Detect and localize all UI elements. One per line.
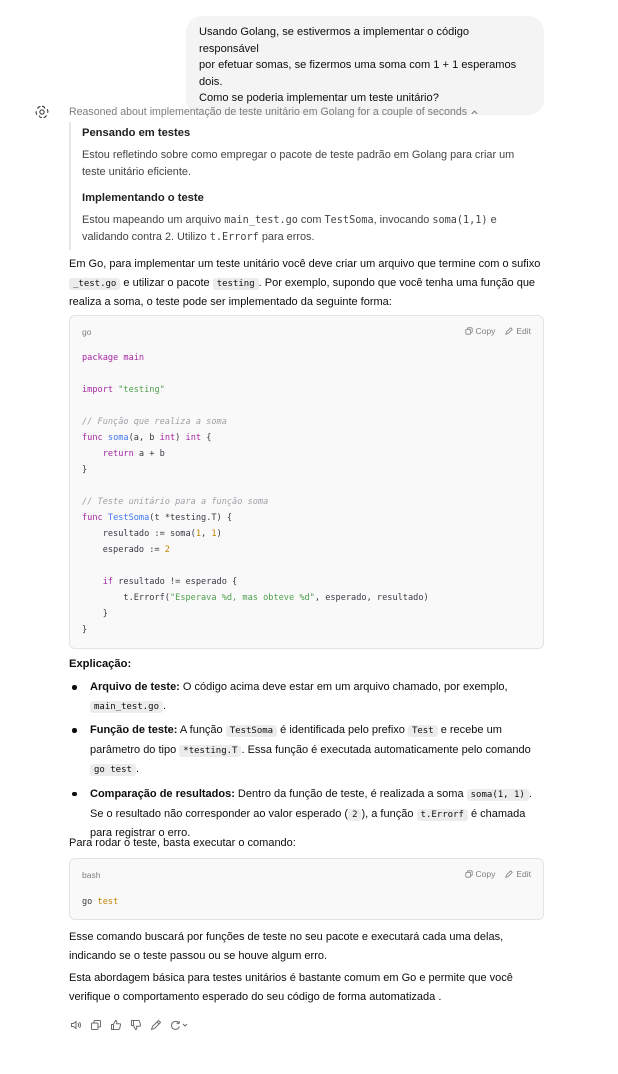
chevron-up-icon xyxy=(470,108,479,117)
edit-code-button[interactable]: Edit xyxy=(505,865,531,883)
inline-code: TestSoma xyxy=(226,725,277,737)
code-content: go test xyxy=(82,897,119,907)
user-message-line: por efetuar somas, se fizermos uma soma com 1 + 1 esperamos dois. xyxy=(199,59,517,88)
code-content: package main import "testing" // Função que realiza a soma func soma(a, b int) int { return a + b } // Teste unitário para a função soma func TestSoma(t *testing.T) { resultado := soma(1, 1) esperado := 2 if resultado != esperado { t.Errorf("Esperava %d, mas obteve %d", esperado, resultado) } } xyxy=(82,353,429,635)
inline-code: Test xyxy=(408,725,438,737)
inline-code: testing xyxy=(213,278,259,290)
code-block-header xyxy=(70,859,543,887)
user-message-bubble xyxy=(186,16,544,115)
list-item: Arquivo de teste: O código acima deve estar em um arquivo chamado, por exemplo, main_test.go . xyxy=(69,678,545,716)
inline-code: t.Errorf xyxy=(417,809,468,821)
regenerate-icon[interactable] xyxy=(169,1018,189,1031)
inline-code: soma(1, 1) xyxy=(467,789,529,801)
speaker-icon[interactable] xyxy=(69,1018,82,1031)
message-actions xyxy=(69,1018,189,1031)
intro-paragraph: Em Go, para implementar um teste unitário você deve criar um arquivo que termine com o sufixo _test.go e utilizar o pacote testing . Por exemplo, supondo que você tenha uma função que realiza a soma, o teste pode ser implementado da seguinte forma: xyxy=(69,258,541,308)
edit-icon xyxy=(505,870,513,878)
closing-paragraph: Esta abordagem básica para testes unitários é bastante comum em Go e permite que você verifique o comportamento esperado do seu código de forma automatizada . xyxy=(69,972,513,1003)
code-language-label: bash xyxy=(82,870,101,880)
inline-code: _test.go xyxy=(69,278,120,290)
explanation-heading: Explicação: xyxy=(69,658,132,670)
reasoning-toggle[interactable] xyxy=(69,104,479,120)
closing-paragraph: Esse comando buscará por funções de teste no seu pacote e executará cada uma delas, indicando se o teste passou ou se houve algum erro. xyxy=(69,931,504,962)
copy-icon xyxy=(465,327,473,335)
code-language-label: go xyxy=(82,327,92,337)
inline-code: go test xyxy=(90,764,136,776)
reasoning-summary: Reasoned about implementação de teste unitário em Golang for a couple of seconds xyxy=(69,106,468,118)
user-message-line: Usando Golang, se estivermos a implementar o código responsável xyxy=(199,26,470,55)
copy-icon[interactable] xyxy=(89,1018,102,1031)
code-import-line: import "testing" xyxy=(82,385,165,395)
thumbs-down-icon[interactable] xyxy=(129,1018,142,1031)
copy-code-button[interactable]: Copy xyxy=(465,322,496,340)
reasoning-step-title: Implementando o teste xyxy=(82,192,204,204)
code-block-header xyxy=(70,316,543,344)
reasoning-panel xyxy=(69,122,539,250)
list-item: Comparação de resultados: Dentro da função de teste, é realizada a soma soma(1, 1) . Se o resultado não corresponder ao valor esperado ( 2 ), a função t.Errorf é chamada para registrar o erro. xyxy=(69,785,545,843)
code-block-go xyxy=(69,315,544,649)
user-message-line: Como se poderia implementar um teste unitário? xyxy=(199,92,439,104)
thumbs-up-icon[interactable] xyxy=(109,1018,122,1031)
copy-icon xyxy=(465,870,473,878)
edit-code-button[interactable]: Edit xyxy=(505,322,531,340)
list-item: Função de teste: A função TestSoma é identificada pelo prefixo Test e recebe um parâmetro do tipo *testing.T . Essa função é executada automaticamente pelo comando go test . xyxy=(69,721,545,780)
run-intro-text: Para rodar o teste, basta executar o comando: xyxy=(69,837,296,849)
inline-code: main_test.go xyxy=(90,701,163,713)
code-block-bash xyxy=(69,858,544,920)
copy-code-button[interactable]: Copy xyxy=(465,865,496,883)
explanation-list xyxy=(69,678,545,848)
openai-logo-icon xyxy=(34,104,50,120)
inline-code: *testing.T xyxy=(179,745,241,757)
reasoning-step-title: Pensando em testes xyxy=(82,127,191,139)
inline-code: 2 xyxy=(348,809,361,821)
edit-icon xyxy=(505,327,513,335)
reasoning-step-text: Estou mapeando um arquivo main_test.go com TestSoma, invocando soma(1,1) e validando contra 2. Utilizo t.Errorf para erros. xyxy=(82,214,497,243)
edit-icon[interactable] xyxy=(149,1018,162,1031)
reasoning-step-text: Estou refletindo sobre como empregar o pacote de teste padrão em Golang para criar um teste unitário eficiente. xyxy=(82,149,515,178)
